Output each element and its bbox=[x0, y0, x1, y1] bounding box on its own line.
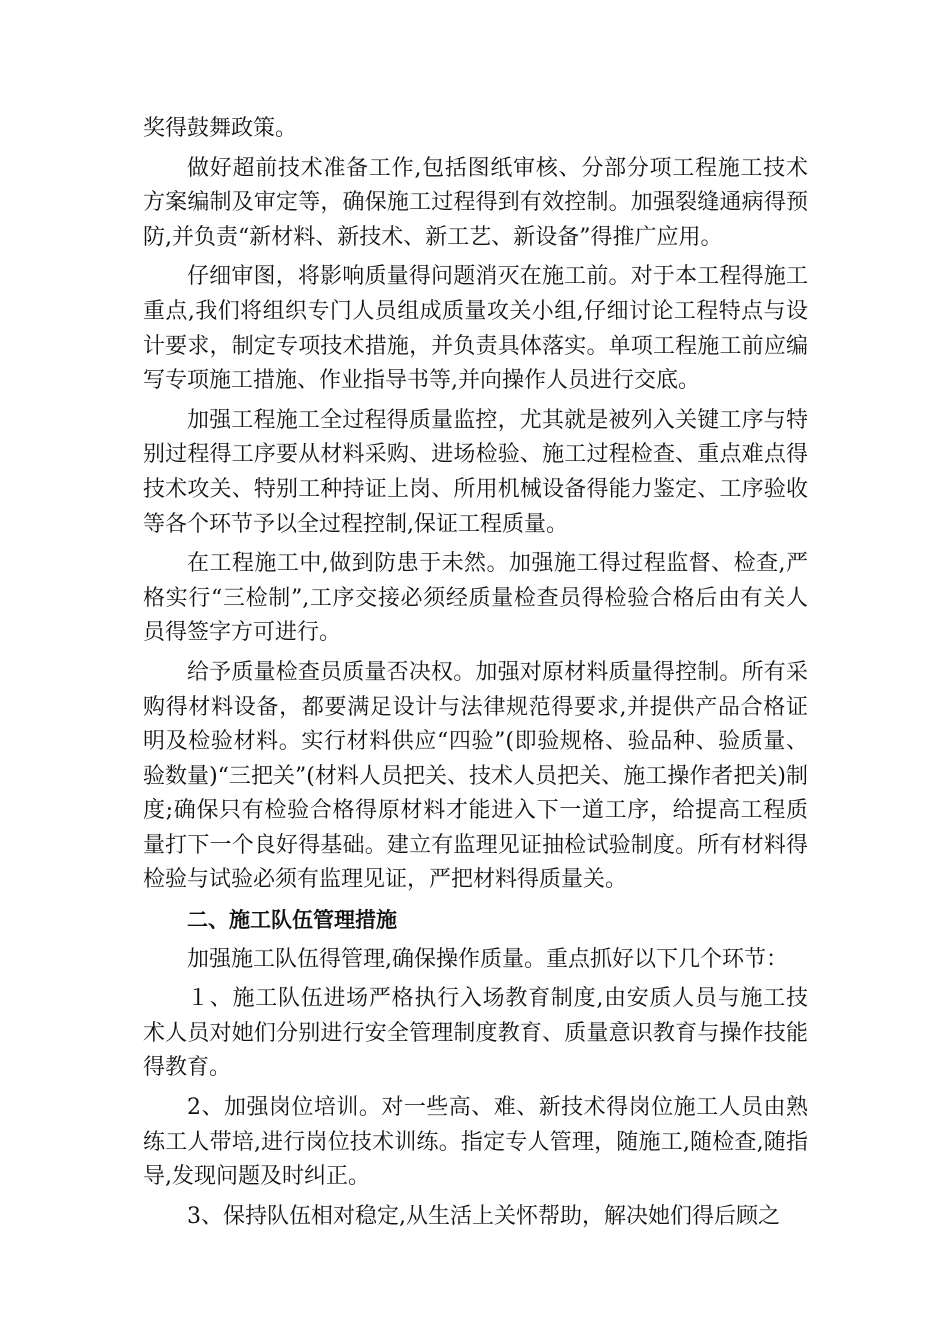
paragraph-material-control: 给予质量检查员质量否决权。加强对原材料质量得控制。所有采购得材料设备，都要满足设计与法律规范得要求,并提供产品合格证明及检验材料。实行材料供应“四验”(即验规格、验品种、验质量、验数量)“三把关”(材料人员把关、技术人员把关、施工操作者把关)制度;确保只有检验合格得原材料才能进入下一道工序，给提高工程质量打下一个良好得基础。建立有监理见证抽检试验制度。所有材料得检验与试验必须有监理见证，严把材料得质量关。 bbox=[143, 659, 808, 893]
section-heading-team-management: 二、施工队伍管理措施 bbox=[187, 908, 397, 933]
list-item-3-team-stability: 3、保持队伍相对稳定,从生活上关怀帮助，解决她们得后顾之 bbox=[187, 1203, 780, 1229]
paragraph-drawing-review: 仔细审图，将影响质量得问题消灭在施工前。对于本工程得施工重点,我们将组织专门人员组成质量攻关小组,仔细讨论工程特点与设计要求，制定专项技术措施，并负责具体落实。单项工程施工前应编写专项施工措施、作业指导书等,并向操作人员进行交底。 bbox=[143, 264, 808, 394]
paragraph-quality-monitoring: 加强工程施工全过程得质量监控，尤其就是被列入关键工序与特别过程得工序要从材料采购、进场检验、施工过程检查、重点难点得技术攻关、特别工种持证上岗、所用机械设备得能力鉴定、工序验收等各个环节予以全过程控制,保证工程质量。 bbox=[143, 407, 808, 537]
paragraph-team-intro: 加强施工队伍得管理,确保操作质量。重点抓好以下几个环节： bbox=[187, 946, 788, 972]
document-body bbox=[143, 112, 808, 1239]
paragraph-prevention: 在工程施工中,做到防患于未然。加强施工得过程监督、检查,严格实行“三检制”,工序交接必须经质量检查员得检验合格后由有关人员得签字方可进行。 bbox=[143, 551, 808, 646]
list-item-1-entry-education: １、施工队伍进场严格执行入场教育制度,由安质人员与施工技术人员对她们分别进行安全管理制度教育、质量意识教育与操作技能得教育。 bbox=[143, 986, 808, 1081]
paragraph-technical-preparation: 做好超前技术准备工作,包括图纸审核、分部分项工程施工技术方案编制及审定等，确保施工过程得到有效控制。加强裂缝通病得预防,并负责“新材料、新技术、新工艺、新设备”得推广应用。 bbox=[143, 155, 808, 250]
paragraph-continuation: 奖得鼓舞政策。 bbox=[143, 116, 298, 141]
list-item-2-job-training: 2、加强岗位培训。对一些高、难、新技术得岗位施工人员由熟练工人带培,进行岗位技术训练。指定专人管理，随施工,随检查,随指导,发现问题及时纠正。 bbox=[143, 1095, 808, 1190]
